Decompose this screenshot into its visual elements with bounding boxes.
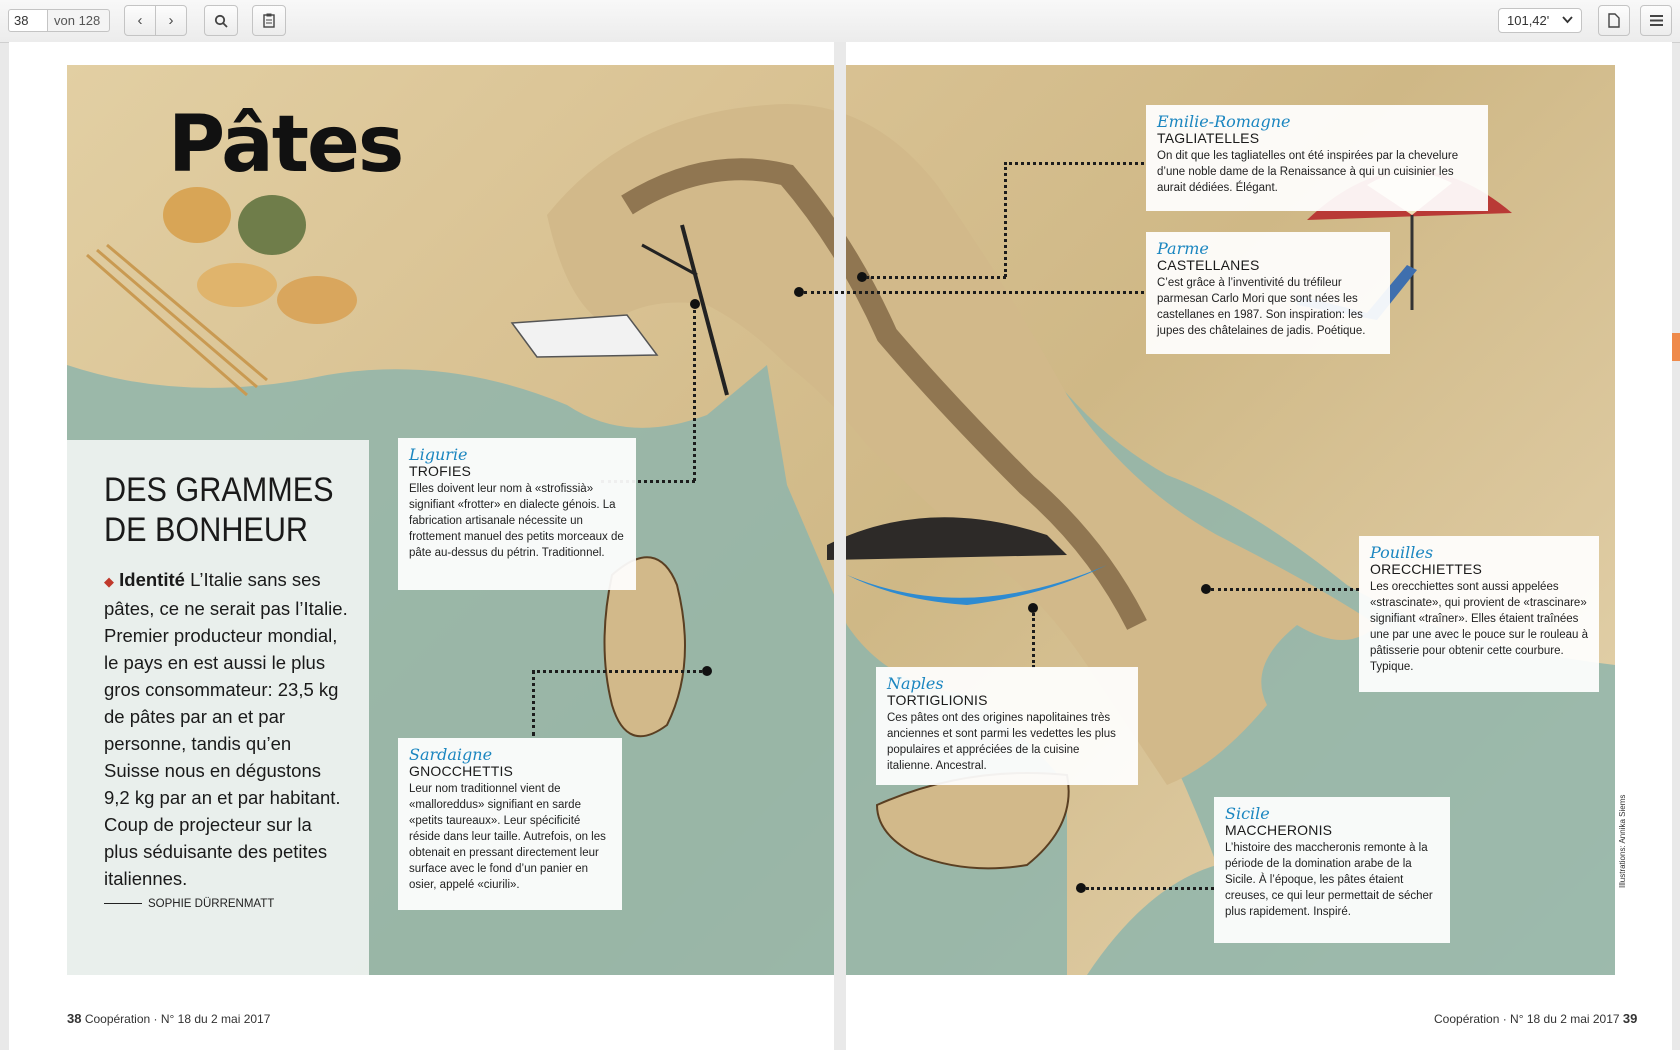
region-name: Pouilles <box>1370 543 1434 562</box>
author-name: SOPHIE DÜRRENMATT <box>148 898 275 910</box>
region-box-liguria <box>398 438 636 590</box>
pasta-name: TORTIGLIONIS <box>887 692 988 708</box>
location-dot <box>794 287 804 297</box>
publication-info-right: Coopération · N° 18 du 2 mai 2017 <box>1434 1012 1620 1026</box>
diamond-bullet-icon: ◆ <box>104 574 114 589</box>
location-dot <box>702 666 712 676</box>
pasta-description: Les orecchiettes sont aussi appelées «strascinate», qui provient de «trascinare» signifiant «traîner». Elles étaient traînées une par une avec le pouce sur le rouleau à pâtisserie pour obtenir cette courbure. Typique. <box>1370 581 1589 673</box>
pasta-description: C’est grâce à l’inventivité du tréfileur parmesan Carlo Mori que sont nées les castellanes en 1987. Son inspiration: les jupes des châtelaines de jadis. Poétique. <box>1157 277 1366 337</box>
pasta-name: CASTELLANES <box>1157 257 1260 273</box>
search-icon <box>214 14 228 28</box>
page-number-right: 39 <box>1622 1011 1638 1026</box>
leader-line <box>1032 613 1035 668</box>
headline-line-1: DES GRAMMES <box>104 471 334 509</box>
region-name: Parme <box>1157 239 1209 258</box>
footer-left <box>67 1011 270 1026</box>
region-name: Emilie-Romagne <box>1157 112 1291 131</box>
hamburger-icon <box>1650 15 1663 26</box>
pasta-description: Elles doivent leur nom à «strofissià» signifiant «frotter» en dialecte génois. La fabrication artisanale nécessite un frottement manuel des petits morceaux de pâte au-dessus du pétrin. Traditionnel. <box>409 483 624 559</box>
page-gutter <box>834 42 846 1050</box>
article-title: Pâtes <box>168 100 403 190</box>
leader-line <box>532 670 535 736</box>
location-dot <box>1201 584 1211 594</box>
clipboard-icon <box>263 13 275 28</box>
document-icon <box>1608 13 1620 28</box>
leader-line <box>1004 162 1144 165</box>
chevron-right-icon: › <box>168 12 174 29</box>
pasta-description: Leur nom traditionnel vient de «malloreddus» signifiant en sarde «petits taureaux». Leur spécificité réside dans leur taille. Autrefois, on les obtenait en pressant directement leur surface avec le fond d’un panier en osier, appelé «ciurili». <box>409 783 606 891</box>
pasta-name: TROFIES <box>409 463 472 479</box>
leader-line <box>693 305 696 481</box>
leader-line <box>866 276 1006 279</box>
footer-right <box>1434 1011 1637 1026</box>
intro-lead: Identité <box>119 569 185 590</box>
pasta-name: ORECCHIETTES <box>1370 561 1483 577</box>
pasta-name: MACCHERONIS <box>1225 822 1333 838</box>
region-box-puglia <box>1359 536 1599 692</box>
zoom-select[interactable] <box>1498 8 1582 33</box>
chevron-down-icon <box>1562 16 1573 24</box>
intro-text: L’Italie sans ses pâtes, ce ne serait pas l’Italie. Premier producteur mondial, le pays en est aussi le plus gros consommateur: 23,5 kg de pâtes par an et par personne, tandis qu’en Suisse nous en dégustons 9,2 kg par an et par habitant. Coup de projecteur sur la plus séduisante des petites italiennes. <box>104 569 348 889</box>
region-name: Ligurie <box>409 445 468 464</box>
page-number-input[interactable]: 38 <box>8 9 48 32</box>
page-number-left: 38 <box>67 1011 82 1026</box>
region-box-parma <box>1146 232 1390 354</box>
search-button[interactable] <box>204 5 238 36</box>
region-box-emilia-romagna <box>1146 105 1488 211</box>
menu-button[interactable] <box>1640 5 1672 36</box>
publication-info-left: Coopération · N° 18 du 2 mai 2017 <box>84 1012 271 1026</box>
pasta-description: On dit que les tagliatelles ont été inspirées par la chevelure d’une noble dame de la Renaissance à qui un cuisinier les aurait dédiées. Élégant. <box>1157 150 1459 194</box>
region-box-naples <box>876 667 1138 785</box>
illustration-credit: Illustrations: Annika Siems <box>1618 794 1627 888</box>
pasta-illustration <box>87 187 357 395</box>
region-name: Naples <box>887 674 944 693</box>
document-properties-button[interactable] <box>1598 5 1630 36</box>
pasta-description: L’histoire des maccheronis remonte à la période de la domination arabe de la Sicile. À l’époque, les pâtes étaient creuses, ce qui leur permettait de sécher plus rapidement. Inspiré. <box>1225 842 1433 918</box>
leader-line <box>804 291 1144 294</box>
leader-line <box>1004 162 1007 277</box>
pasta-name: TAGLIATELLES <box>1157 130 1260 146</box>
region-name: Sardaigne <box>409 745 493 764</box>
headline-line-2: DE BONHEUR <box>104 511 309 549</box>
next-page-button[interactable] <box>155 5 187 36</box>
page-count-label: von 128 <box>48 9 110 32</box>
leader-line <box>532 670 707 673</box>
byline-rule <box>104 903 142 904</box>
region-name: Sicile <box>1225 804 1270 823</box>
location-dot <box>690 299 700 309</box>
leader-line <box>1086 887 1214 890</box>
scrollbar-thumb[interactable] <box>1672 333 1680 361</box>
pdf-toolbar <box>0 0 1680 43</box>
article-headline <box>104 470 338 550</box>
intro-paragraph <box>104 566 349 892</box>
chevron-left-icon: ‹ <box>137 12 143 29</box>
pasta-description: Ces pâtes ont des origines napolitaines très anciennes et sont parmi les vedettes les plus populaires et appréciées de la cuisine italienne. Ancestral. <box>887 712 1116 772</box>
region-box-sardinia <box>398 738 622 910</box>
pasta-name: GNOCCHETTIS <box>409 763 514 779</box>
region-box-sicily <box>1214 797 1450 943</box>
zoom-value: 101,42' <box>1507 13 1550 28</box>
previous-page-button[interactable] <box>124 5 156 36</box>
location-dot <box>1076 883 1086 893</box>
leader-line <box>1211 588 1359 591</box>
thumbnails-button[interactable] <box>252 5 286 36</box>
author-byline <box>104 898 274 910</box>
location-dot <box>1028 603 1038 613</box>
